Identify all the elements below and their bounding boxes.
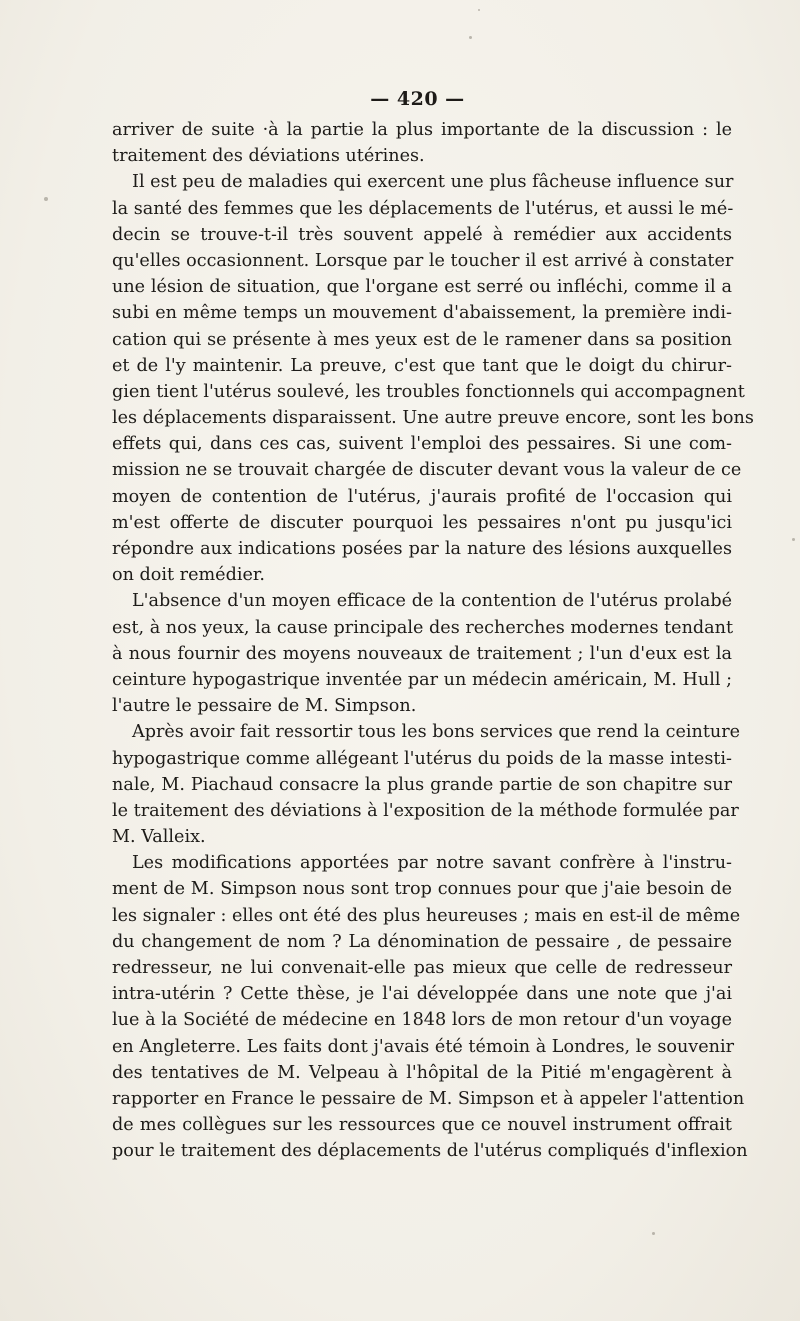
paragraph xyxy=(112,588,732,719)
text-line: mission ne se trouvait chargée de discuter devant vous la valeur de ce xyxy=(112,460,742,481)
text-line: Les modifications apportées par notre savant confrère à l'instru- xyxy=(132,853,732,874)
page-number: — 420 — xyxy=(370,88,465,110)
text-line: cation qui se présente à mes yeux est de le ramener dans sa position xyxy=(112,329,732,350)
text-line: redresseur, ne lui convenait-elle pas mieux que celle de redresseur xyxy=(112,958,732,978)
scan-speck xyxy=(652,1232,655,1235)
paragraph xyxy=(112,719,741,850)
text-line: en Angleterre. Les faits dont j'avais été témoin à Londres, le souvenir xyxy=(112,1036,735,1057)
text-line: gien tient l'utérus soulevé, les troubles fonctionnels qui accompagnent xyxy=(112,381,745,402)
body-text xyxy=(112,117,754,1165)
text-line: lue à la Société de médecine en 1848 lors de mon retour d'un voyage xyxy=(112,1010,732,1031)
text-line: répondre aux indications posées par la nature des lésions auxquelles xyxy=(112,539,732,559)
text-line: et de l'y maintenir. La preuve, c'est que tant que le doigt du chirur- xyxy=(112,355,732,376)
text-line: qu'elles occasionnent. Lorsque par le toucher il est arrivé à constater xyxy=(112,250,734,271)
text-line: arriver de suite ·à la partie la plus importante de la discussion : le xyxy=(112,120,732,140)
scan-speck xyxy=(792,538,795,541)
text-line: effets qui, dans ces cas, suivent l'emploi des pessaires. Si une com- xyxy=(112,434,732,455)
text-line: on doit remédier. xyxy=(112,565,265,586)
text-line: une lésion de situation, que l'organe est serré ou infléchi, comme il a xyxy=(112,277,732,298)
text-line: Après avoir fait ressortir tous les bons services que rend la ceinture xyxy=(132,722,741,743)
text-line: L'absence d'un moyen efficace de la contention de l'utérus prolabé xyxy=(132,591,732,612)
text-line: Il est peu de maladies qui exercent une plus fâcheuse influence sur xyxy=(132,172,734,193)
text-line: decin se trouve-t-il très souvent appelé à remédier aux accidents xyxy=(112,224,732,245)
text-line: ceinture hypogastrique inventée par un médecin américain, M. Hull ; xyxy=(112,669,732,690)
text-line: intra-utérin ? Cette thèse, je l'ai développée dans une note que j'ai xyxy=(112,984,732,1005)
text-line: pour le traitement des déplacements de l'utérus compliqués d'inflexion xyxy=(112,1141,748,1162)
text-line: l'autre le pessaire de M. Simpson. xyxy=(112,696,417,717)
text-line: des tentatives de M. Velpeau à l'hôpital de la Pitié m'engagèrent à xyxy=(112,1062,732,1083)
text-line: les signaler : elles ont été des plus heureuses ; mais en est-il de même xyxy=(112,905,741,926)
text-line: la santé des femmes que les déplacements de l'utérus, et aussi le mé- xyxy=(112,198,734,219)
text-line: de mes collègues sur les ressources que ce nouvel instrument offrait xyxy=(112,1115,732,1136)
text-line: les déplacements disparaissent. Une autre preuve encore, sont les bons xyxy=(112,408,754,429)
scan-speck xyxy=(469,36,472,39)
paragraph xyxy=(112,169,754,588)
text-line: M. Valleix. xyxy=(112,827,206,848)
text-line: à nous fournir des moyens nouveaux de traitement ; l'un d'eux est la xyxy=(112,643,732,664)
text-line: traitement des déviations utérines. xyxy=(112,146,425,167)
scan-speck xyxy=(44,197,48,201)
paragraph xyxy=(112,117,732,169)
text-line: est, à nos yeux, la cause principale des recherches modernes tendant xyxy=(112,617,734,638)
paragraph xyxy=(112,850,748,1164)
text-line: du changement de nom ? La dénomination de pessaire , de pessaire xyxy=(112,931,732,952)
text-line: rapporter en France le pessaire de M. Simpson et à appeler l'attention xyxy=(112,1088,745,1109)
text-line: nale, M. Piachaud consacre la plus grande partie de son chapitre sur xyxy=(112,774,732,795)
text-line: moyen de contention de l'utérus, j'aurais profité de l'occasion qui xyxy=(112,486,732,507)
scan-speck xyxy=(478,9,480,11)
text-line: hypogastrique comme allégeant l'utérus du poids de la masse intesti- xyxy=(112,748,732,769)
text-line: subi en même temps un mouvement d'abaissement, la première indi- xyxy=(112,303,732,324)
text-line: ment de M. Simpson nous sont trop connues pour que j'aie besoin de xyxy=(112,879,732,900)
text-line: m'est offerte de discuter pourquoi les pessaires n'ont pu jusqu'ici xyxy=(112,512,732,533)
text-line: le traitement des déviations à l'exposition de la méthode formulée par xyxy=(112,800,739,821)
